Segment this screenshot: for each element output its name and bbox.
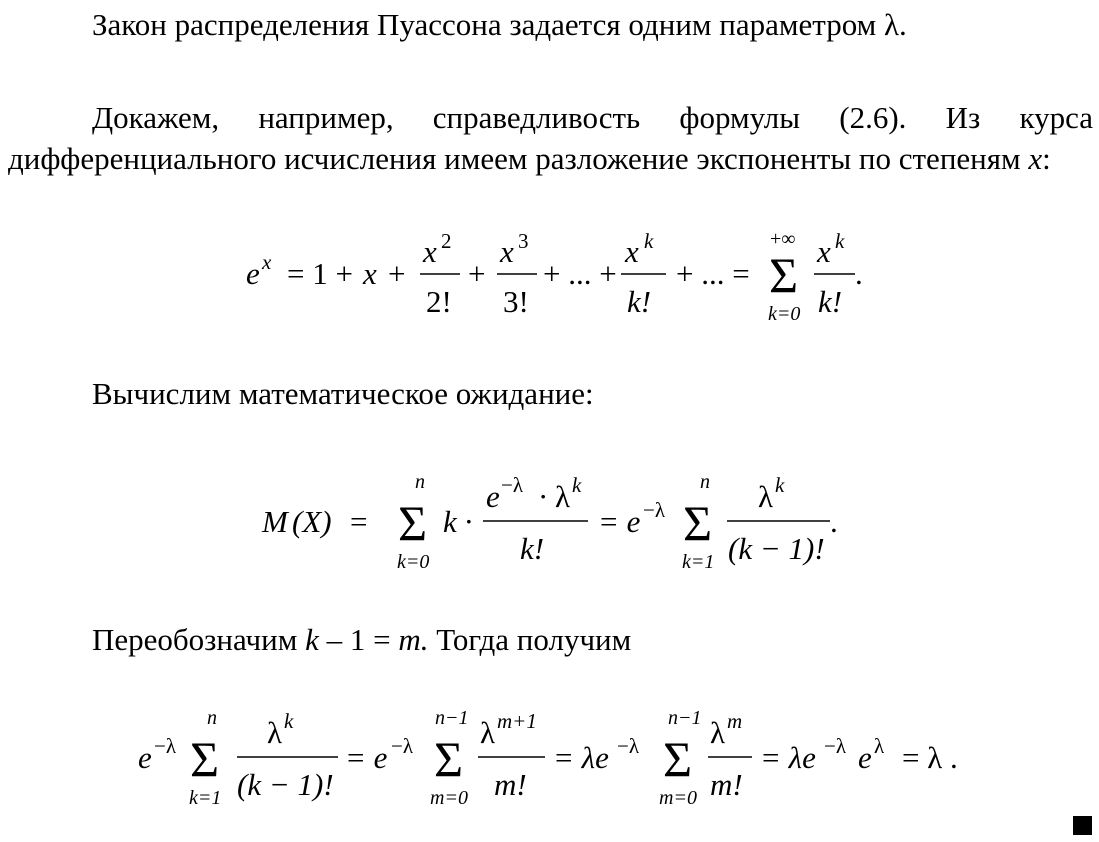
paragraph-proof-text: Докажем, например, справедливость формулы (2.6). Из курса дифференциального исчисления имеем разложение экспоненты по степеням: [8, 100, 1093, 176]
f3-eq3: = λe: [760, 740, 816, 775]
f3-eexp: −λ: [154, 734, 177, 758]
f3-eq2: = λe: [553, 740, 609, 775]
f1-tk-den: k!: [627, 284, 652, 319]
f3-eq3-exp: −λ: [824, 734, 847, 758]
f2-num2-lam: λ: [758, 479, 774, 514]
f1-s-den: k!: [818, 284, 843, 319]
f1-plus1: +: [388, 256, 406, 291]
f2-num-eexp: −λ: [501, 473, 524, 497]
f1-t3-den: 3!: [503, 284, 529, 319]
f3-eq3-eexp: λ: [874, 734, 885, 758]
f3-eq4: = λ .: [902, 740, 958, 775]
f2-period: .: [830, 504, 838, 539]
variable-k: k: [305, 622, 319, 657]
f1-sum-upper: +∞: [770, 228, 796, 250]
f2-sum2-lower: k=1: [682, 551, 715, 573]
f2-num-lam: λ: [555, 479, 571, 514]
f3-f3-num: λ: [710, 715, 726, 750]
f1-sum-sign: Σ: [769, 247, 799, 303]
f1-tk-exp: k: [644, 229, 654, 253]
f2-num2-exp: k: [775, 473, 785, 497]
f3-eq3-e: e: [858, 740, 872, 775]
f2-eexp: −λ: [643, 498, 666, 522]
f2-sum-upper: n: [415, 471, 425, 493]
f1-s-exp: k: [835, 229, 845, 253]
f1-lhs-exp: x: [262, 250, 272, 274]
substitution-text-c: Тогда получим: [428, 622, 632, 657]
f3-f2-num: λ: [480, 715, 496, 750]
paragraph-intro-text: Закон распределения Пуассона задается одним параметром λ.: [92, 7, 907, 42]
f3-f1-exp: k: [284, 709, 294, 733]
f2-sum2-sign: Σ: [683, 495, 713, 551]
f2-eq2: = e: [598, 504, 641, 539]
f3-eq1-exp: −λ: [391, 734, 414, 758]
f3-sum2-upper: n−1: [435, 707, 469, 729]
variable-m: m.: [398, 622, 429, 657]
f1-t3-num: x: [500, 234, 514, 269]
formula-exponent-series: [0, 222, 1099, 325]
f1-s-num: x: [817, 234, 831, 269]
f2-num-e: e: [486, 479, 500, 514]
f1-eq-one: = 1 +: [287, 256, 353, 291]
f1-lhs-base: e: [246, 256, 260, 291]
f3-sum1-upper: n: [207, 707, 217, 729]
f3-sum3-sign: Σ: [663, 731, 693, 787]
f3-f1-den: (k − 1)!: [237, 767, 334, 802]
f3-f1-num: λ: [267, 715, 283, 750]
f1-t2-exp: 2: [441, 229, 452, 253]
f3-sum1-sign: Σ: [190, 731, 220, 787]
f2-sum-sign: Σ: [398, 495, 428, 551]
f1-x: x: [363, 256, 377, 291]
paragraph-substitution: [92, 621, 631, 659]
f2-num-lamexp: k: [572, 473, 582, 497]
f2-num-dot: ·: [538, 479, 549, 514]
substitution-text-b: – 1 =: [318, 622, 399, 657]
qed-square-icon: [1073, 816, 1092, 835]
f3-f2-exp: m+1: [497, 709, 537, 733]
f2-lhs: M: [262, 504, 288, 539]
f2-k-dot: k ·: [443, 504, 473, 539]
substitution-text-a: Переобозначим: [92, 622, 306, 657]
f3-sum2-sign: Σ: [434, 731, 464, 787]
colon: :: [1042, 141, 1051, 176]
f3-f2-den: m!: [494, 767, 527, 802]
f1-dots1: + ... +: [543, 256, 617, 291]
f1-t2-den: 2!: [426, 284, 452, 319]
variable-x: x: [1028, 141, 1043, 176]
f3-sum3-lower: m=0: [659, 787, 697, 809]
f3-f3-den: m!: [710, 767, 743, 802]
paragraph-proof: [8, 97, 1093, 179]
paragraph-expectation: [92, 375, 594, 413]
f1-t2-num: x: [423, 234, 437, 269]
formula-final-chain: [0, 700, 1099, 820]
f3-eq2-exp: −λ: [617, 734, 640, 758]
f1-plus2: +: [468, 256, 486, 291]
f3-sum1-lower: k=1: [189, 787, 222, 809]
f3-sum3-upper: n−1: [668, 707, 702, 729]
f1-dots2: + ... =: [676, 256, 750, 291]
f2-sum-lower: k=0: [397, 551, 430, 573]
paragraph-intro: [92, 6, 907, 44]
f3-sum2-lower: m=0: [430, 787, 468, 809]
f2-den2: (k − 1)!: [728, 531, 825, 566]
f1-period: .: [855, 256, 863, 291]
f1-t3-exp: 3: [518, 229, 529, 253]
f2-sum2-upper: n: [700, 471, 710, 493]
formula-expectation: [0, 462, 1099, 592]
f2-den: k!: [520, 531, 545, 566]
f3-e: e: [138, 740, 152, 775]
f3-f3-exp: m: [727, 709, 743, 733]
f1-sum-lower: k=0: [768, 303, 801, 325]
paragraph-expectation-text: Вычислим математическое ожидание:: [92, 376, 594, 411]
f1-tk-num: x: [625, 234, 639, 269]
f3-eq1: = e: [345, 740, 388, 775]
f2-lhs-arg: (X): [292, 504, 332, 539]
f2-eq: =: [350, 504, 368, 539]
